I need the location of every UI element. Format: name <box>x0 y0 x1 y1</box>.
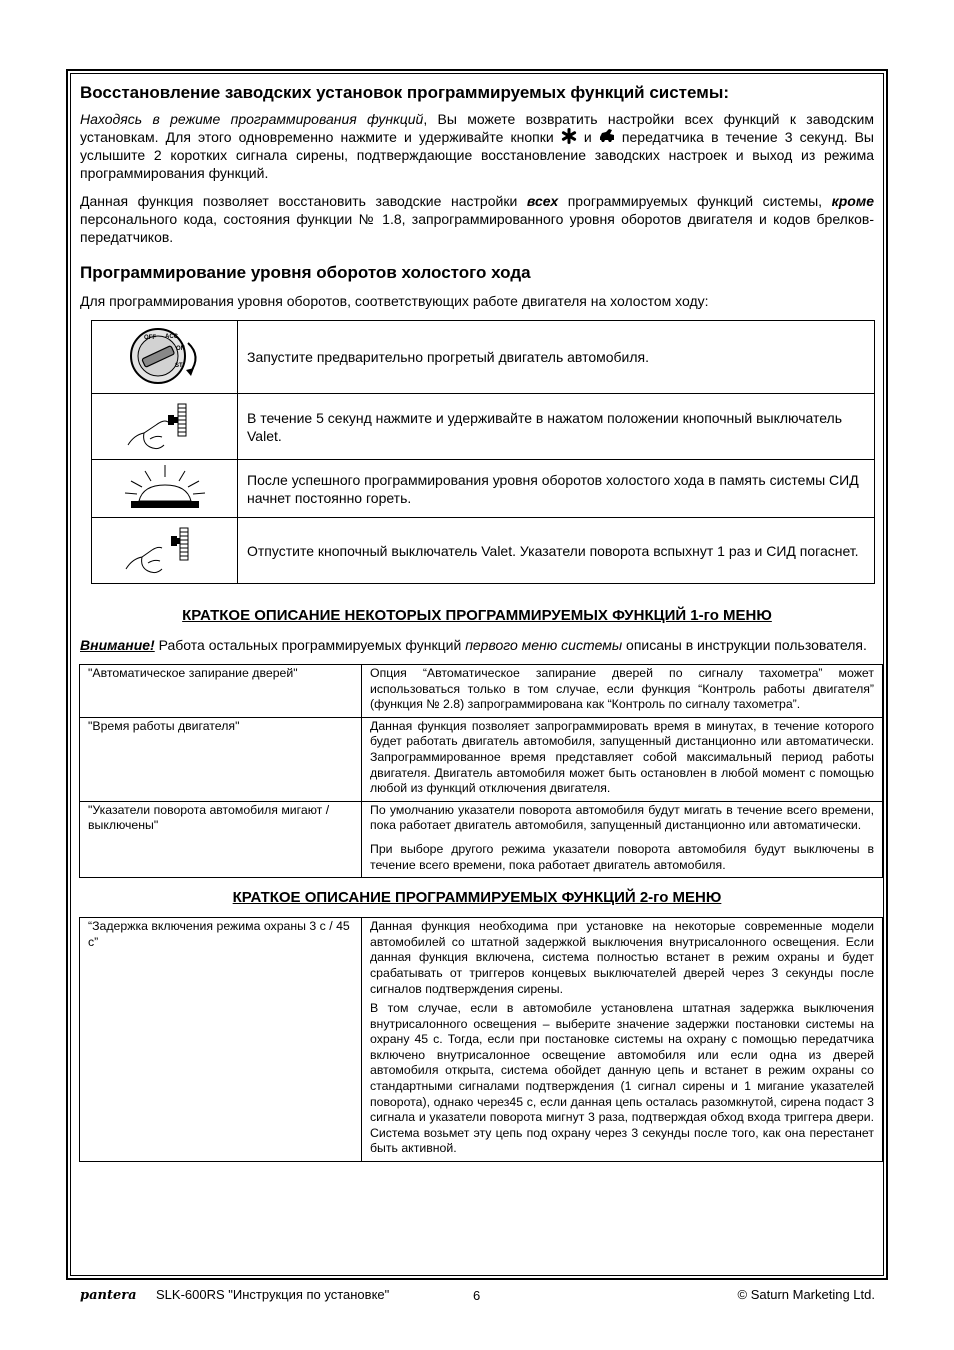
step-row <box>92 394 875 460</box>
menu2-functions-table <box>79 917 883 1162</box>
step-text: В течение 5 секунд нажмите и удерживайте в нажатом положении кнопочный выключатель Valet. <box>238 394 875 460</box>
pantera-logo: pantera <box>80 1288 137 1303</box>
asterisk-button-icon <box>561 128 577 144</box>
table-row <box>80 918 883 1162</box>
menu1-functions-table <box>79 664 883 878</box>
svg-text:OFF: OFF <box>143 335 156 341</box>
function-description: В том случае, если в автомобиле установлена штатная задержка выключения внутрисалонного освещения – выберите значение задержки постановки системы на охрану 45 с. Тогда, если при постановке системы на охрану с помощью передатчика включено внутрисалонное освещение автомобиля или если одна из дверей автомобиля открыта, система обойдет данную цепь и встанет в режим охраны со стандартными сигналами подтверждения (1 сигнал сирены и 1 мигание указателей поворота), однако через45 с, если данная цепь осталась разомкнутой, сирена подаст 3 сигнала и указатели поворота мигнут 3 раза, подтверждая обход входа триггера двери. Система возьмет эту цепь под охрану через 3 секунды после того, как она перестанет быть активной. <box>370 1001 874 1156</box>
table-row <box>80 665 883 718</box>
menu1-heading: КРАТКОЕ ОПИСАНИЕ НЕКОТОРЫХ ПРОГРАММИРУЕМЫХ ФУНКЦИЙ 1-го МЕНЮ <box>182 607 772 624</box>
function-description: При выборе другого режима указатели поворота автомобиля будут выключены в течение всего времени, пока работает двигатель автомобиля. <box>370 841 874 872</box>
release-valet-button-icon <box>120 519 210 579</box>
press-valet-button-icon <box>120 395 210 455</box>
function-name: "Время работы двигателя" <box>80 717 362 801</box>
document-title: SLK-600RS "Инструкция по установке" <box>156 1287 390 1302</box>
copyright: © Saturn Marketing Ltd. <box>737 1287 875 1302</box>
restore-p1-italic: Находясь в режиме программирования функций <box>80 111 424 127</box>
step-text: После успешного программирования уровня оборотов холостого хода в память системы СИД начнет постоянно гореть. <box>238 460 875 518</box>
step-row <box>92 321 875 394</box>
idle-steps-table <box>91 320 875 584</box>
restore-paragraph-1: Находясь в режиме программирования функций, Вы можете возвратить настройки всех функций к заводским установкам. Для этого одновременно нажмите и удерживайте кнопки и передатчика в течение 3 секунд. Вы услышите 2 коротких сигнала сирены, подтверждающие восстановление заводских настроек и выход из режима программирования функций. <box>80 111 875 181</box>
page-number: 6 <box>473 1288 481 1303</box>
idle-heading: Программирование уровня оборотов холостого хода <box>80 263 531 282</box>
step-row <box>92 518 875 584</box>
emphasis-all: всех <box>526 193 559 209</box>
restore-heading: Восстановление заводских установок программируемых функций системы: <box>80 83 729 102</box>
emphasis-except: кроме <box>831 193 874 209</box>
restore-paragraph-2: Данная функция позволяет восстановить заводские настройки всех программируемых функций системы, кроме персонального кода, состояния функции № 1.8, запрограммированного уровня оборотов двигателя и кодов брелков-передатчиков. <box>80 193 874 245</box>
trunk-button-icon <box>599 128 615 144</box>
page-content <box>80 82 874 1162</box>
svg-text:ACC: ACC <box>164 334 178 340</box>
menu1-note: Внимание! Работа остальных программируемых функций первого меню системы описаны в инструкции пользователя. <box>80 637 867 653</box>
table-row <box>80 717 883 801</box>
svg-text:ST: ST <box>174 363 183 369</box>
svg-text:ON: ON <box>175 346 185 352</box>
idle-intro: Для программирования уровня оборотов, соответствующих работе двигателя на холостом ходу: <box>80 293 709 309</box>
step-row <box>92 460 875 518</box>
function-description: По умолчанию указатели поворота автомобиля будут мигать в течение всего времени, пока работает двигатель автомобиля, запущенный дистанционно или автоматически. <box>370 802 874 833</box>
step-text: Запустите предварительно прогретый двигатель автомобиля. <box>238 321 875 394</box>
function-description: Опция “Автоматическое запирание дверей по сигналу тахометра” может использоваться только в том случае, если функция “Контроль работы двигателя” (функция № 2.8) запрограммирована как “Контроль по сигналу тахометра”. <box>370 666 874 712</box>
led-lit-icon <box>115 461 215 513</box>
function-name: "Автоматическое запирание дверей" <box>80 665 362 718</box>
function-name: “Задержка включения режима охраны 3 с / 45 с” <box>80 918 362 1162</box>
function-description: Данная функция позволяет запрограммировать время в минутах, в течение которого будет работать двигатель автомобиля, запущенный дистанционно или автоматически. Запрограммированное время представляет собой максимальный период работы двигателя. Двигатель автомобиля может быть остановлен в любой момент с помощью любой из функций отключения двигателя. <box>370 718 874 796</box>
function-name: "Указатели поворота автомобиля мигают / выключены" <box>80 801 362 877</box>
table-row <box>80 801 883 877</box>
attention-label: Внимание! <box>80 637 155 653</box>
step-text: Отпустите кнопочный выключатель Valet. Указатели поворота вспыхнут 1 раз и СИД погаснет. <box>238 518 875 584</box>
menu2-heading: КРАТКОЕ ОПИСАНИЕ ПРОГРАММИРУЕМЫХ ФУНКЦИЙ 2-го МЕНЮ <box>232 889 722 907</box>
ignition-key-icon <box>120 323 210 387</box>
page-footer <box>80 1286 875 1308</box>
function-description: Данная функция необходима при установке на некоторые современные модели автомобилей со штатной задержкой выключения внутрисалонного освещения. Если данная функция включена, система полностью встанет в режим охраны и будет срабатывать от триггеров концевых выключателей дверей через 3 секунды после сигналов подтверждения сирены. <box>370 919 874 996</box>
